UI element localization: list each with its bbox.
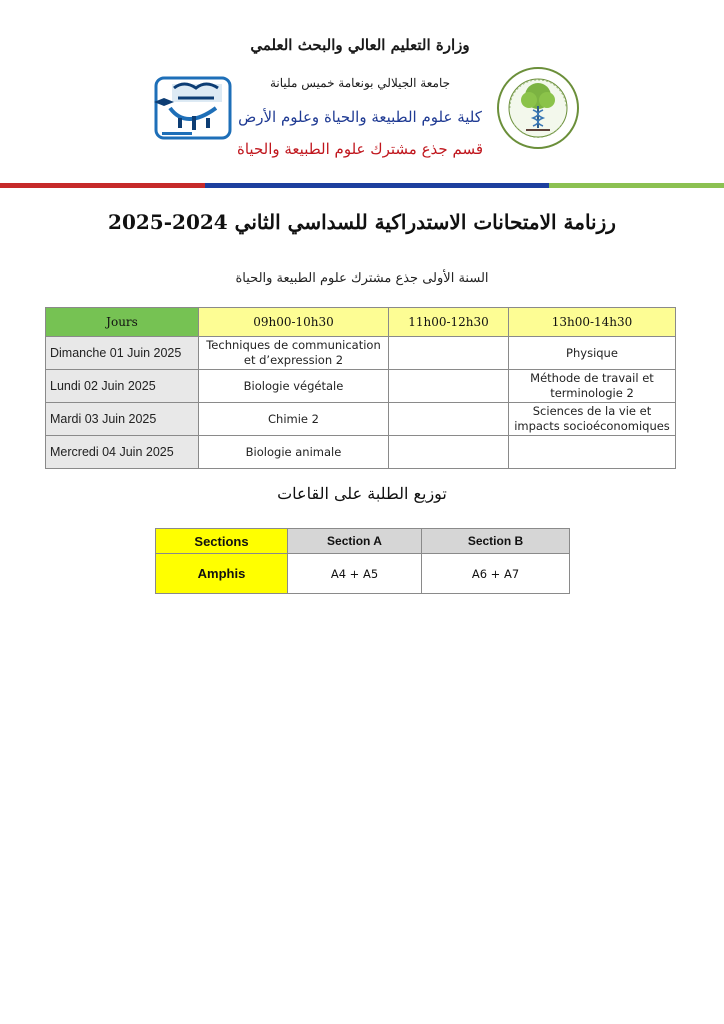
schedule-row <box>46 403 676 436</box>
row-slot-1: Chimie 2 <box>199 403 389 436</box>
exam-schedule-table <box>45 307 676 469</box>
rooms-row <box>156 554 570 594</box>
header-stripe-red <box>0 183 205 188</box>
row-label-amphis: Amphis <box>156 554 288 594</box>
row-slot-2 <box>389 370 509 403</box>
university-name: جامعة الجيلالي بونعامة خميس مليانة <box>269 76 451 90</box>
university-logo <box>150 74 236 142</box>
row-day: Mercredi 04 Juin 2025 <box>46 436 199 469</box>
header-slot-3: 13h00-14h30 <box>509 308 676 337</box>
department-name: قسم جذع مشترك علوم الطبيعة والحياة <box>237 140 483 158</box>
page-subtitle: السنة الأولى جذع مشترك علوم الطبيعة والحياة <box>235 271 489 286</box>
faculty-logo <box>496 66 580 150</box>
rooms-header-row <box>156 529 570 554</box>
page-title: رزنامة الامتحانات الاستدراكية للسداسي الثاني 2024-2025 <box>108 210 616 234</box>
section-b-rooms: A6 + A7 <box>422 554 570 594</box>
row-slot-2 <box>389 337 509 370</box>
row-slot-2 <box>389 403 509 436</box>
faculty-name: كلية علوم الطبيعة والحياة وعلوم الأرض <box>238 108 482 126</box>
row-slot-3: Méthode de travail et terminologie 2 <box>509 370 676 403</box>
header-slot-1: 09h00-10h30 <box>199 308 389 337</box>
header-section-b: Section B <box>422 529 570 554</box>
header-sections: Sections <box>156 529 288 554</box>
row-slot-2 <box>389 436 509 469</box>
header-jours: Jours <box>46 308 199 337</box>
schedule-row <box>46 370 676 403</box>
ministry-name: وزارة التعليم العالي والبحث العلمي <box>250 36 470 54</box>
row-slot-1: Techniques de communication et d’expression 2 <box>199 337 389 370</box>
schedule-header-row <box>46 308 676 337</box>
row-slot-3: Physique <box>509 337 676 370</box>
row-slot-1: Biologie animale <box>199 436 389 469</box>
header-section-a: Section A <box>288 529 422 554</box>
row-day: Lundi 02 Juin 2025 <box>46 370 199 403</box>
section-a-rooms: A4 + A5 <box>288 554 422 594</box>
row-day: Dimanche 01 Juin 2025 <box>46 337 199 370</box>
header-slot-2: 11h00-12h30 <box>389 308 509 337</box>
row-day: Mardi 03 Juin 2025 <box>46 403 199 436</box>
header-stripe-green <box>549 183 724 188</box>
header-stripe-blue <box>205 183 549 188</box>
rooms-table <box>155 528 570 594</box>
row-slot-3 <box>509 436 676 469</box>
row-slot-1: Biologie végétale <box>199 370 389 403</box>
rooms-title: توزيع الطلبة على القاعات <box>277 484 447 503</box>
row-slot-3: Sciences de la vie et impacts socioéconomiques <box>509 403 676 436</box>
schedule-row <box>46 436 676 469</box>
schedule-row <box>46 337 676 370</box>
